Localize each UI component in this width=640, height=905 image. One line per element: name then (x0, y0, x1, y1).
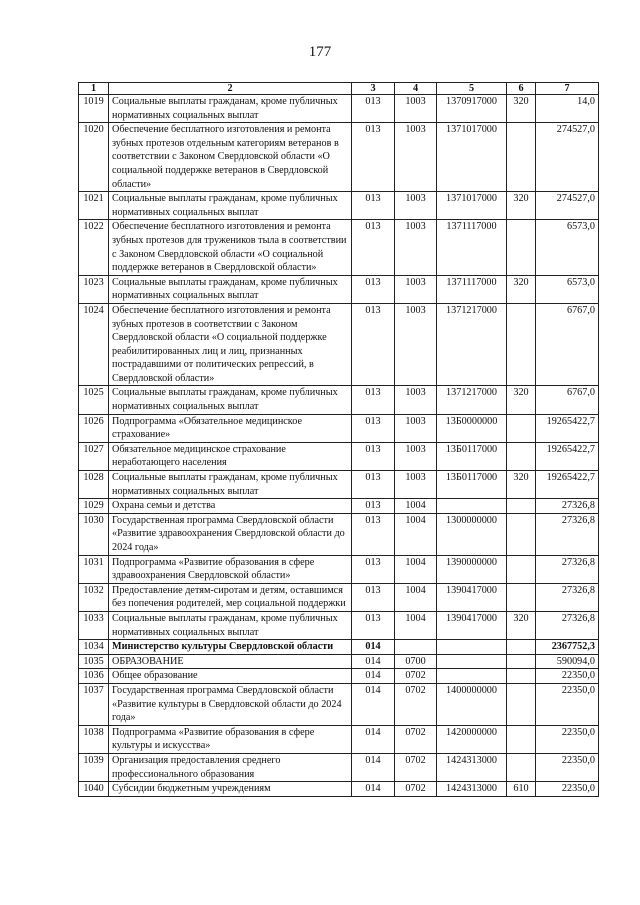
table-row (79, 275, 599, 303)
table-row (79, 640, 599, 655)
table-row (79, 386, 599, 414)
row-section-code: 1003 (395, 123, 437, 192)
row-dept-code: 013 (352, 555, 395, 583)
row-amount: 590094,0 (536, 654, 599, 669)
table-row (79, 555, 599, 583)
row-section-code: 1004 (395, 611, 437, 639)
row-expense-kind (507, 555, 536, 583)
table-row (79, 753, 599, 781)
row-section-code (395, 640, 437, 655)
row-amount: 19265422,7 (536, 442, 599, 470)
table-row (79, 414, 599, 442)
row-section-code: 1004 (395, 513, 437, 555)
row-dept-code: 013 (352, 95, 395, 123)
row-target-code (437, 640, 507, 655)
row-number: 1022 (79, 220, 109, 275)
row-name: Государственная программа Свердловской области «Развитие культуры в Свердловской области до 2024 года» (109, 683, 352, 725)
header-col-3: 3 (352, 83, 395, 95)
row-amount: 19265422,7 (536, 414, 599, 442)
row-amount: 22350,0 (536, 683, 599, 725)
row-expense-kind (507, 669, 536, 684)
row-section-code: 1003 (395, 386, 437, 414)
row-number: 1036 (79, 669, 109, 684)
table-row (79, 725, 599, 753)
row-dept-code: 013 (352, 583, 395, 611)
row-number: 1023 (79, 275, 109, 303)
row-number: 1031 (79, 555, 109, 583)
row-number: 1040 (79, 782, 109, 797)
row-name: Социальные выплаты гражданам, кроме публичных нормативных социальных выплат (109, 95, 352, 123)
row-dept-code: 013 (352, 220, 395, 275)
row-dept-code: 013 (352, 513, 395, 555)
row-name: Подпрограмма «Развитие образования в сфере здравоохранения Свердловской области» (109, 555, 352, 583)
row-amount: 27326,8 (536, 555, 599, 583)
row-name: Социальные выплаты гражданам, кроме публичных нормативных социальных выплат (109, 386, 352, 414)
row-dept-code: 014 (352, 640, 395, 655)
row-name: Социальные выплаты гражданам, кроме публичных нормативных социальных выплат (109, 275, 352, 303)
row-target-code: 1420000000 (437, 725, 507, 753)
row-section-code: 1003 (395, 442, 437, 470)
table-row (79, 683, 599, 725)
row-target-code: 1300000000 (437, 513, 507, 555)
row-target-code: 1390000000 (437, 555, 507, 583)
row-number: 1020 (79, 123, 109, 192)
row-name: Обязательное медицинское страхование неработающего населения (109, 442, 352, 470)
row-dept-code: 014 (352, 669, 395, 684)
row-amount: 6767,0 (536, 303, 599, 386)
header-col-7: 7 (536, 83, 599, 95)
row-number: 1039 (79, 753, 109, 781)
row-dept-code: 013 (352, 471, 395, 499)
row-number: 1028 (79, 471, 109, 499)
row-section-code: 1004 (395, 555, 437, 583)
row-number: 1037 (79, 683, 109, 725)
row-amount: 6573,0 (536, 275, 599, 303)
row-name: Организация предоставления среднего профессионального образования (109, 753, 352, 781)
row-dept-code: 013 (352, 611, 395, 639)
row-section-code: 1003 (395, 220, 437, 275)
row-expense-kind (507, 654, 536, 669)
row-expense-kind: 320 (507, 611, 536, 639)
row-expense-kind (507, 640, 536, 655)
row-number: 1033 (79, 611, 109, 639)
row-expense-kind (507, 442, 536, 470)
row-amount: 19265422,7 (536, 471, 599, 499)
row-expense-kind: 610 (507, 782, 536, 797)
row-expense-kind (507, 414, 536, 442)
row-dept-code: 013 (352, 442, 395, 470)
row-expense-kind: 320 (507, 386, 536, 414)
row-expense-kind (507, 583, 536, 611)
row-target-code: 1371217000 (437, 303, 507, 386)
row-name: Социальные выплаты гражданам, кроме публичных нормативных социальных выплат (109, 611, 352, 639)
header-col-2: 2 (109, 83, 352, 95)
row-section-code: 1004 (395, 583, 437, 611)
row-target-code: 1371117000 (437, 275, 507, 303)
row-amount: 27326,8 (536, 611, 599, 639)
row-number: 1035 (79, 654, 109, 669)
row-target-code: 1371217000 (437, 386, 507, 414)
row-section-code: 0702 (395, 725, 437, 753)
row-amount: 22350,0 (536, 725, 599, 753)
row-name: Обеспечение бесплатного изготовления и ремонта зубных протезов в соответствии с Законом Свердловской области «О социальной поддержке реабилитированных лиц и лиц, признанных пострадавшими от политических репрессий, в Свердловской области» (109, 303, 352, 386)
row-section-code: 1003 (395, 471, 437, 499)
row-number: 1034 (79, 640, 109, 655)
row-name: Социальные выплаты гражданам, кроме публичных нормативных социальных выплат (109, 471, 352, 499)
row-number: 1029 (79, 499, 109, 514)
row-target-code (437, 654, 507, 669)
row-expense-kind (507, 683, 536, 725)
table-row (79, 303, 599, 386)
row-target-code: 13Б0117000 (437, 471, 507, 499)
row-section-code: 0702 (395, 753, 437, 781)
row-name: Подпрограмма «Обязательное медицинское страхование» (109, 414, 352, 442)
row-expense-kind (507, 123, 536, 192)
header-col-6: 6 (507, 83, 536, 95)
row-expense-kind (507, 513, 536, 555)
table-row (79, 471, 599, 499)
row-dept-code: 013 (352, 414, 395, 442)
row-section-code: 0700 (395, 654, 437, 669)
row-section-code: 1004 (395, 499, 437, 514)
row-number: 1032 (79, 583, 109, 611)
row-amount: 27326,8 (536, 583, 599, 611)
row-number: 1038 (79, 725, 109, 753)
table-row (79, 782, 599, 797)
table-row (79, 611, 599, 639)
row-name: Обеспечение бесплатного изготовления и ремонта зубных протезов для тружеников тыла в соответствии с Законом Свердловской области «О социальной поддержке ветеранов в Свердловской области» (109, 220, 352, 275)
row-number: 1030 (79, 513, 109, 555)
row-target-code: 1400000000 (437, 683, 507, 725)
row-dept-code: 014 (352, 782, 395, 797)
row-name: Подпрограмма «Развитие образования в сфере культуры и искусства» (109, 725, 352, 753)
row-section-code: 1003 (395, 303, 437, 386)
row-name: Обеспечение бесплатного изготовления и ремонта зубных протезов отдельным категориям ветеранов в соответствии с Законом Свердловской области «О социальной поддержке ветеранов в Свердловской области» (109, 123, 352, 192)
row-dept-code: 013 (352, 303, 395, 386)
row-expense-kind (507, 220, 536, 275)
row-amount: 22350,0 (536, 753, 599, 781)
row-dept-code: 014 (352, 725, 395, 753)
row-target-code: 13Б0117000 (437, 442, 507, 470)
row-amount: 274527,0 (536, 192, 599, 220)
row-name: Охрана семьи и детства (109, 499, 352, 514)
table-row (79, 220, 599, 275)
row-dept-code: 013 (352, 499, 395, 514)
row-target-code (437, 669, 507, 684)
row-expense-kind: 320 (507, 192, 536, 220)
row-name: Субсидии бюджетным учреждениям (109, 782, 352, 797)
row-number: 1024 (79, 303, 109, 386)
row-target-code: 1390417000 (437, 583, 507, 611)
row-name: ОБРАЗОВАНИЕ (109, 654, 352, 669)
row-number: 1019 (79, 95, 109, 123)
row-target-code: 1371017000 (437, 192, 507, 220)
row-number: 1025 (79, 386, 109, 414)
row-expense-kind (507, 499, 536, 514)
row-dept-code: 014 (352, 753, 395, 781)
table-row (79, 442, 599, 470)
row-amount: 22350,0 (536, 782, 599, 797)
row-dept-code: 014 (352, 654, 395, 669)
row-section-code: 1003 (395, 192, 437, 220)
row-target-code: 1424313000 (437, 753, 507, 781)
row-target-code (437, 499, 507, 514)
header-row (79, 83, 599, 95)
budget-table (78, 82, 599, 797)
header-col-5: 5 (437, 83, 507, 95)
table-row (79, 192, 599, 220)
row-expense-kind (507, 725, 536, 753)
row-target-code: 1371117000 (437, 220, 507, 275)
row-target-code: 13Б0000000 (437, 414, 507, 442)
table-row (79, 95, 599, 123)
row-target-code: 1370917000 (437, 95, 507, 123)
table-row (79, 583, 599, 611)
row-number: 1027 (79, 442, 109, 470)
row-section-code: 1003 (395, 95, 437, 123)
table-row (79, 513, 599, 555)
row-section-code: 1003 (395, 275, 437, 303)
header-col-1: 1 (79, 83, 109, 95)
row-amount: 14,0 (536, 95, 599, 123)
row-expense-kind (507, 303, 536, 386)
table-row (79, 654, 599, 669)
row-amount: 22350,0 (536, 669, 599, 684)
row-amount: 6767,0 (536, 386, 599, 414)
row-name: Предоставление детям-сиротам и детям, оставшимся без попечения родителей, мер социальной поддержки (109, 583, 352, 611)
row-dept-code: 014 (352, 683, 395, 725)
row-amount: 27326,8 (536, 513, 599, 555)
row-number: 1026 (79, 414, 109, 442)
row-amount: 2367752,3 (536, 640, 599, 655)
row-dept-code: 013 (352, 192, 395, 220)
row-expense-kind: 320 (507, 275, 536, 303)
header-col-4: 4 (395, 83, 437, 95)
row-section-code: 0702 (395, 683, 437, 725)
row-target-code: 1390417000 (437, 611, 507, 639)
table-row (79, 499, 599, 514)
row-number: 1021 (79, 192, 109, 220)
table-row (79, 669, 599, 684)
row-name: Социальные выплаты гражданам, кроме публичных нормативных социальных выплат (109, 192, 352, 220)
row-dept-code: 013 (352, 123, 395, 192)
row-expense-kind (507, 753, 536, 781)
row-dept-code: 013 (352, 275, 395, 303)
row-expense-kind: 320 (507, 471, 536, 499)
row-target-code: 1424313000 (437, 782, 507, 797)
row-name: Государственная программа Свердловской области «Развитие здравоохранения Свердловской области до 2024 года» (109, 513, 352, 555)
row-expense-kind: 320 (507, 95, 536, 123)
row-amount: 274527,0 (536, 123, 599, 192)
row-section-code: 1003 (395, 414, 437, 442)
row-dept-code: 013 (352, 386, 395, 414)
page-number: 177 (308, 44, 332, 60)
table-row (79, 123, 599, 192)
row-amount: 27326,8 (536, 499, 599, 514)
row-section-code: 0702 (395, 782, 437, 797)
row-section-code: 0702 (395, 669, 437, 684)
row-target-code: 1371017000 (437, 123, 507, 192)
row-amount: 6573,0 (536, 220, 599, 275)
row-name: Общее образование (109, 669, 352, 684)
row-name: Министерство культуры Свердловской области (109, 640, 352, 655)
